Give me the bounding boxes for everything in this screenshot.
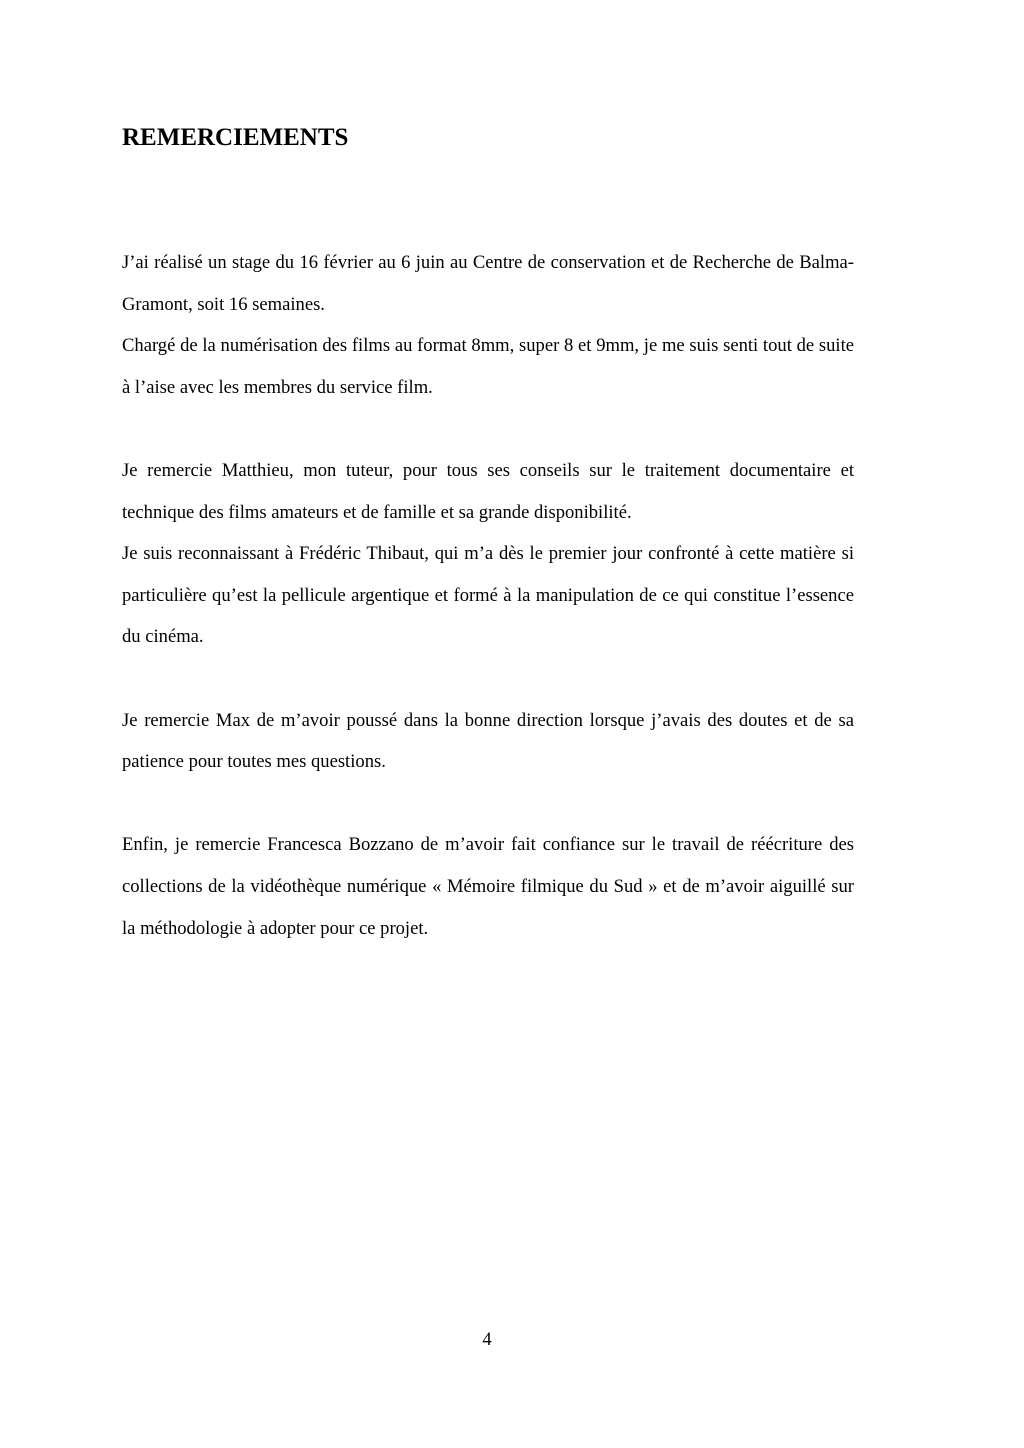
paragraph-thanks-francesca: Enfin, je remercie Francesca Bozzano de m’avoir fait confiance sur le travail de réécriture des collections de la vidéothèque numérique « Mémoire filmique du Sud » et de m’avoir aiguillé sur la méthodologie à adopter pour ce projet. [122,834,854,939]
document-body [122,242,854,949]
paragraph-thanks-max: Je remercie Max de m’avoir poussé dans la bonne direction lorsque j’avais des doutes et de sa patience pour toutes mes questions. [122,709,854,773]
paragraph-thanks-frederic: Je suis reconnaissant à Frédéric Thibaut, qui m’a dès le premier jour confronté à cette matière si particulière qu’est la pellicule argentique et formé à la manipulation de ce qui constitue l’essence du cinéma. [122,543,854,648]
paragraph-internship: J’ai réalisé un stage du 16 février au 6 juin au Centre de conservation et de Recherche de Balma-Gramont, soit 16 semaines. [122,252,854,315]
page-title: REMERCIEMENTS [122,124,349,151]
paragraph-digitization: Chargé de la numérisation des films au format 8mm, super 8 et 9mm, je me suis senti tout de suite à l’aise avec les membres du service film. [122,335,854,398]
page-number: 4 [482,1329,492,1350]
paragraph-thanks-matthieu: Je remercie Matthieu, mon tuteur, pour tous ses conseils sur le traitement documentaire et technique des films amateurs et de famille et sa grande disponibilité. [122,459,854,523]
